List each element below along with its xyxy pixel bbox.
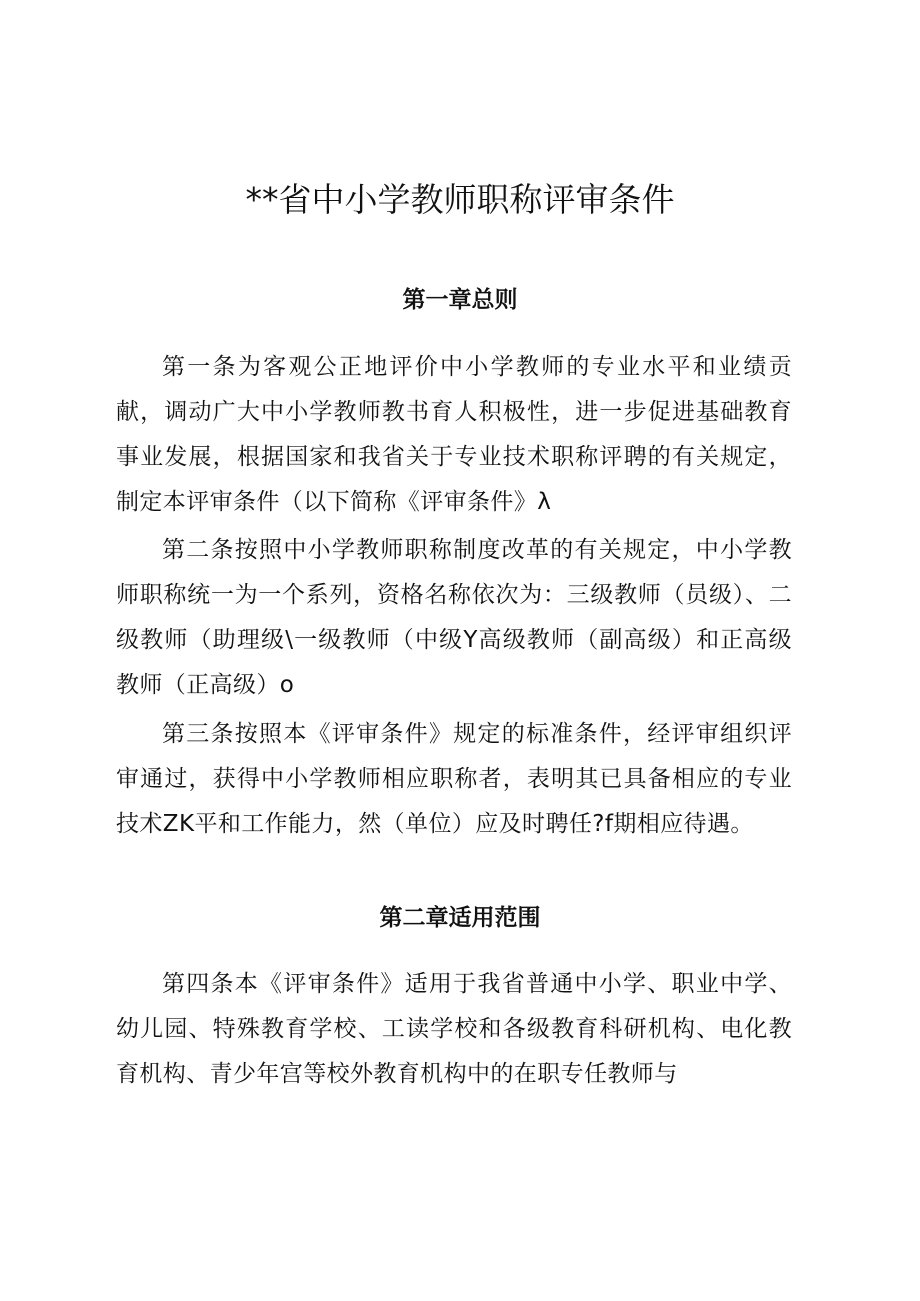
chapter-heading-general: 第一章总则: [402, 287, 518, 313]
article-3-paragraph: 第三条按照本《评审条件》规定的标准条件，经评审组织评审通过，获得中小学教师相应职称者，表明其已具备相应的专业技术ZK平和工作能力，然（单位）应及时聘任?f期相应待遇。: [116, 721, 792, 837]
article-1-paragraph: 第一条为客观公正地评价中小学教师的专业水平和业绩贡献，调动广大中小学教师教书育人积极性，进一步促进基础教育事业发展，根据国家和我省关于专业技术职称评聘的有关规定，制定本评审条件（以下简称《评审条件》λ: [116, 354, 792, 515]
article-2-paragraph: 第二条按照中小学教师职称制度改革的有关规定，中小学教师职称统一为一个系列，资格名称依次为：三级教师（员级）、二级教师（助理级\一级教师（中级Y高级教师（副高级）和正高级教师（正高级）o: [116, 537, 792, 698]
document-title: **省中小学教师职称评审条件: [245, 180, 675, 219]
chapter-heading-scope: 第二章适用范围: [379, 905, 541, 931]
article-4-paragraph: 第四条本《评审条件》适用于我省普通中小学、职业中学、幼儿园、特殊教育学校、工读学校和各级教育科研机构、电化教育机构、青少年宫等校外教育机构中的在职专任教师与: [116, 971, 792, 1087]
